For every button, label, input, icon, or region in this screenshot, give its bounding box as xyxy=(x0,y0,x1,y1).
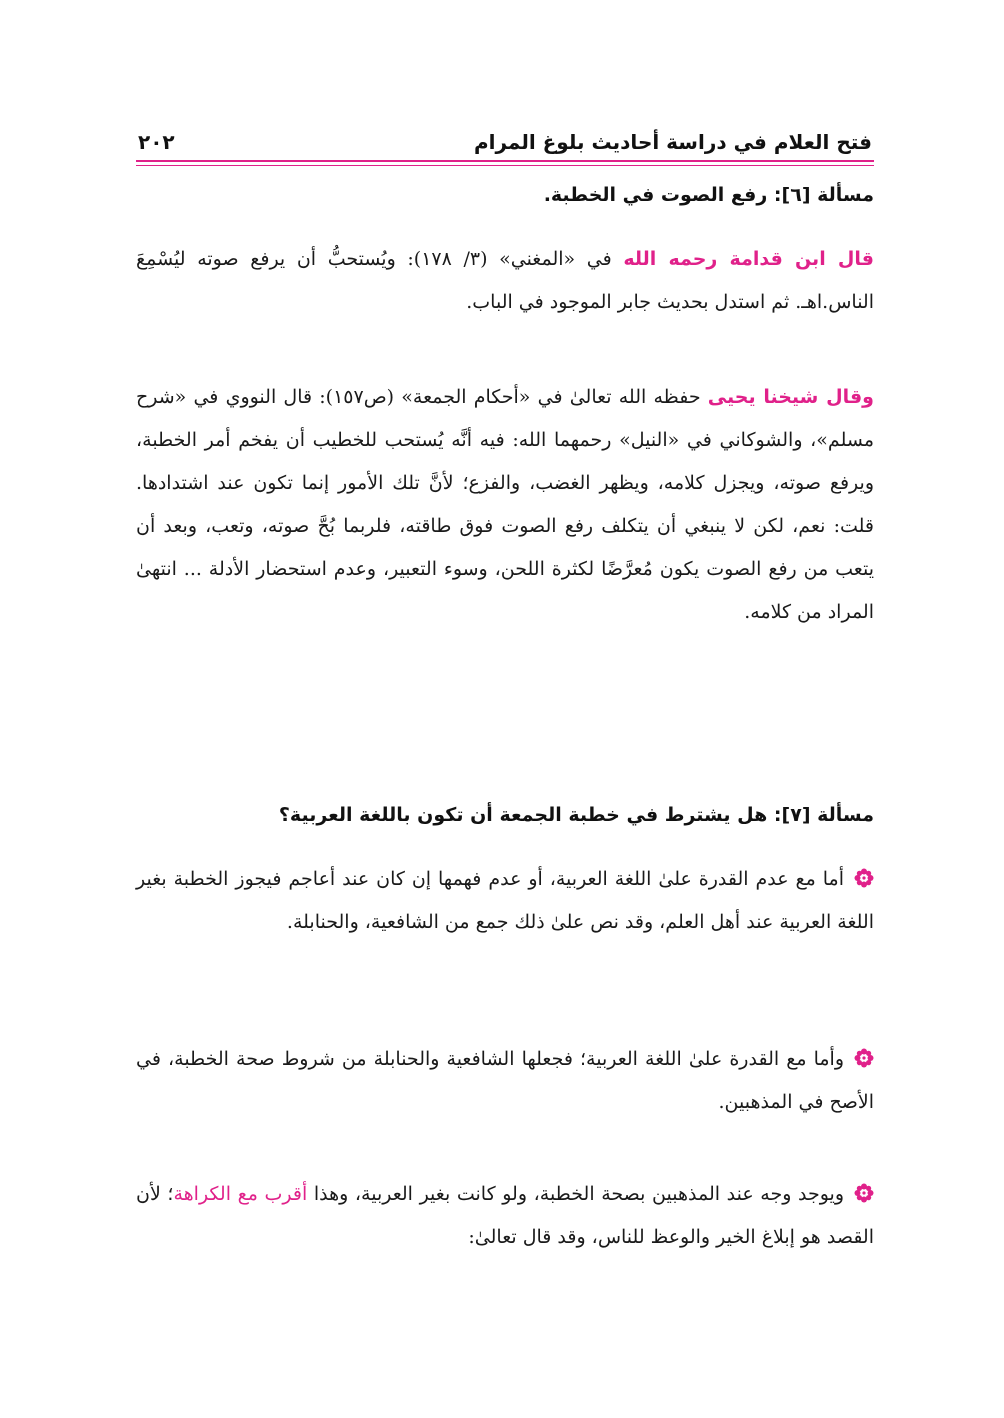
ibn-qudamah-text: في «المغني» (٣/ ١٧٨): ويُستحبُّ أن يرفع صوته ليُسْمِعَ الناس.اهـ. ثم استدل بحديث جابر الموجود في الباب. xyxy=(136,248,874,313)
bullet-paragraph-1 xyxy=(136,858,874,944)
header-rule-thin xyxy=(136,165,874,166)
book-title: فتح العلام في دراسة أحاديث بلوغ المرام xyxy=(473,130,872,154)
page-number: ٢٠٢ xyxy=(138,130,175,154)
bullet-2-text: وأما مع القدرة علىٰ اللغة العربية؛ فجعلها الشافعية والحنابلة من شروط صحة الخطبة، في الأصح في المذهبين. xyxy=(136,1048,874,1113)
ibn-qudamah-speaker: قال ابن قدامة رحمه الله xyxy=(623,248,874,270)
header-rule xyxy=(136,160,874,162)
bullet-3-tail: ؛ لأن القصد هو إبلاغ الخير والوعظ للناس، وقد قال تعالىٰ: xyxy=(136,1183,874,1248)
bullet-paragraph-3 xyxy=(136,1173,874,1259)
running-header xyxy=(136,110,874,166)
bullet-3-text: ويوجد وجه عند المذهبين بصحة الخطبة، ولو كانت بغير العربية، وهذا xyxy=(307,1183,844,1205)
bullet-paragraph-2 xyxy=(136,1038,874,1124)
shaykh-yahya-paragraph xyxy=(136,376,874,634)
shaykh-yahya-text: حفظه الله تعالىٰ في «أحكام الجمعة» (ص١٥٧): قال النووي في «شرح مسلم»، والشوكاني في «النيل» رحمهما الله: فيه أنَّه يُستحب للخطيب أن يفخم أمر الخطبة، ويرفع صوته، ويجزل كلامه، ويظهر الغضب، والفزع؛ لأنَّ تلك الأمور إنما تكون عند اشتدادها. قلت: نعم، لكن لا ينبغي أن يتكلف رفع الصوت فوق طاقته، فلربما بُحَّ صوته، وتعب، وبعد أن يتعب من رفع الصوت يكون مُعرَّضًا لكثرة اللحن، وسوء التعبير، وعدم استحضار الأدلة ... انتهىٰ المراد من كلامه. xyxy=(136,386,874,623)
header-row xyxy=(136,110,874,160)
issue-7-title: هل يشترط في خطبة الجمعة أن تكون باللغة العربية؟ xyxy=(278,804,768,826)
bullet-3-highlight: أقرب مع الكراهة xyxy=(173,1183,308,1205)
book-page xyxy=(136,110,874,1290)
issue-6-heading xyxy=(544,184,874,206)
shaykh-yahya-speaker: وقال شيخنا يحيى xyxy=(707,386,874,408)
bullet-1-text: أما مع عدم القدرة علىٰ اللغة العربية، أو عدم فهمها إن كان عند أعاجم فيجوز الخطبة بغير اللغة العربية عند أهل العلم، وقد نص علىٰ ذلك جمع من الشافعية، والحنابلة. xyxy=(136,868,874,933)
ibn-qudamah-paragraph xyxy=(136,238,874,324)
issue-6-title: رفع الصوت في الخطبة. xyxy=(543,184,768,206)
flower-ornament-icon xyxy=(854,1183,874,1203)
flower-ornament-icon xyxy=(854,1048,874,1068)
issue-6-label: مسألة [٦]: xyxy=(773,184,874,206)
flower-ornament-icon xyxy=(854,868,874,888)
issue-7-label: مسألة [٧]: xyxy=(773,804,874,826)
issue-7-heading xyxy=(279,804,874,826)
